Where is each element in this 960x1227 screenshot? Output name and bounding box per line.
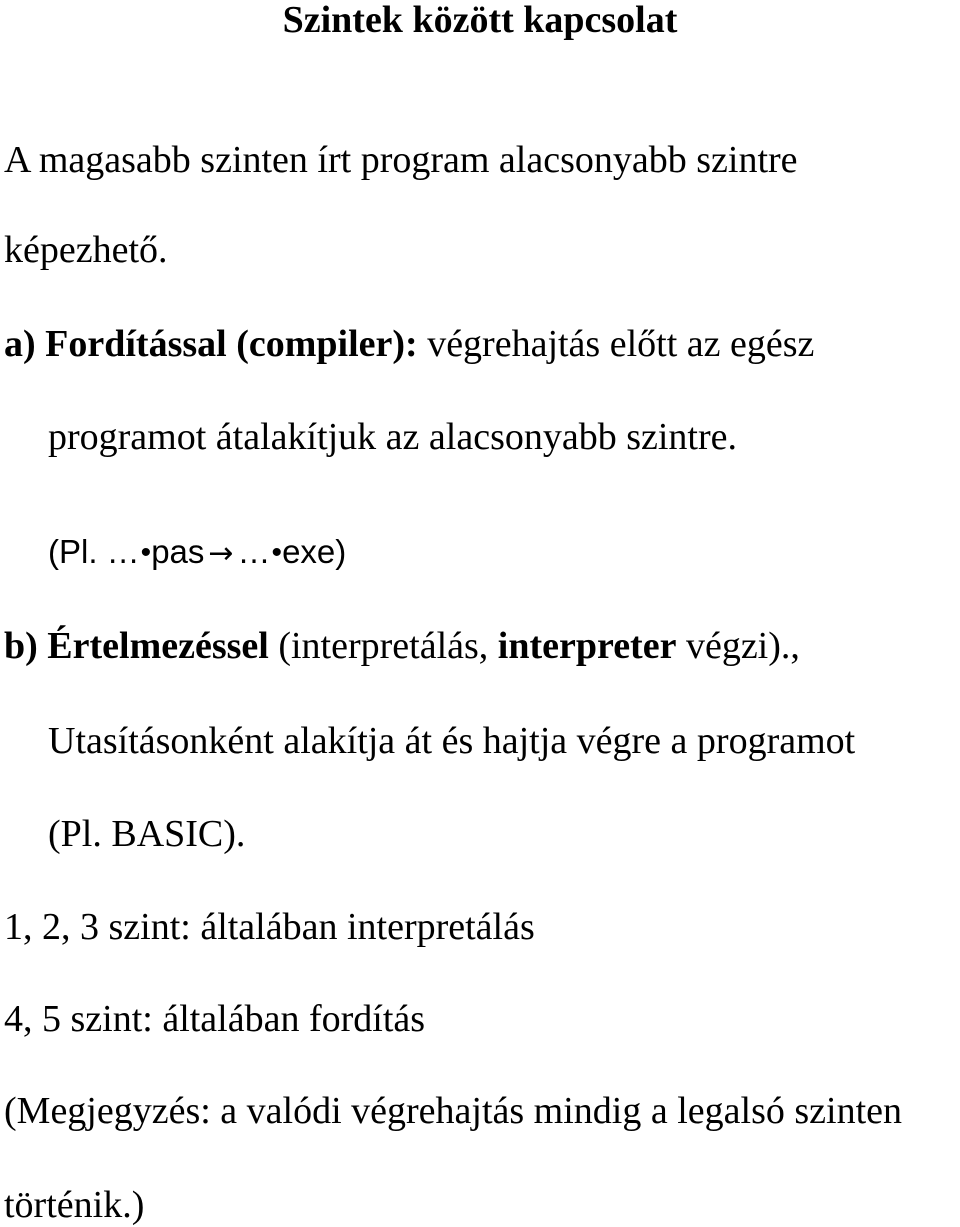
example-open: (Pl. bbox=[48, 533, 107, 570]
compiler-item-label: a) Fordítással (compiler): bbox=[4, 323, 418, 365]
levels-interpret-text: 1, 2, 3 szint: általában interpretálás bbox=[4, 906, 535, 948]
right-arrow-icon: → bbox=[208, 536, 234, 571]
compiler-example bbox=[48, 530, 346, 576]
example-bullet-2: • bbox=[271, 536, 283, 569]
example-dots-2: … bbox=[237, 533, 272, 570]
compiler-item-text: végrehajtás előtt az egész bbox=[417, 323, 815, 365]
interpreter-item-text-2: végzi)., bbox=[676, 625, 800, 667]
interpreter-item-bold: interpreter bbox=[497, 625, 677, 667]
note-line-2: történik.) bbox=[4, 1184, 145, 1226]
example-ext-1: pas bbox=[151, 533, 205, 570]
compiler-item-line-2: programot átalakítjuk az alacsonyabb szintre. bbox=[48, 416, 738, 458]
levels-compile-text: 4, 5 szint: általában fordítás bbox=[4, 998, 426, 1040]
interpreter-item-line-3: (Pl. BASIC). bbox=[48, 813, 246, 855]
intro-text-line-1: A magasabb szinten írt program alacsonyabb szintre bbox=[4, 139, 798, 181]
interpreter-item-line-2: Utasításonként alakítja át és hajtja végre a programot bbox=[48, 720, 856, 762]
interpreter-item-line-1 bbox=[4, 624, 800, 668]
page-title: Szintek között kapcsolat bbox=[282, 0, 678, 41]
intro-text-line-2: képezhető. bbox=[4, 229, 168, 271]
interpreter-item-text-1: (interpretálás, bbox=[268, 625, 498, 667]
compiler-item-line-1 bbox=[4, 322, 814, 366]
example-bullet-1: • bbox=[140, 536, 152, 569]
note-line-1: (Megjegyzés: a valódi végrehajtás mindig a legalsó szinten bbox=[4, 1090, 902, 1132]
interpreter-item-label: b) Értelmezéssel bbox=[4, 625, 269, 667]
example-ext-2: exe) bbox=[282, 533, 347, 570]
example-dots-1: … bbox=[106, 533, 141, 570]
